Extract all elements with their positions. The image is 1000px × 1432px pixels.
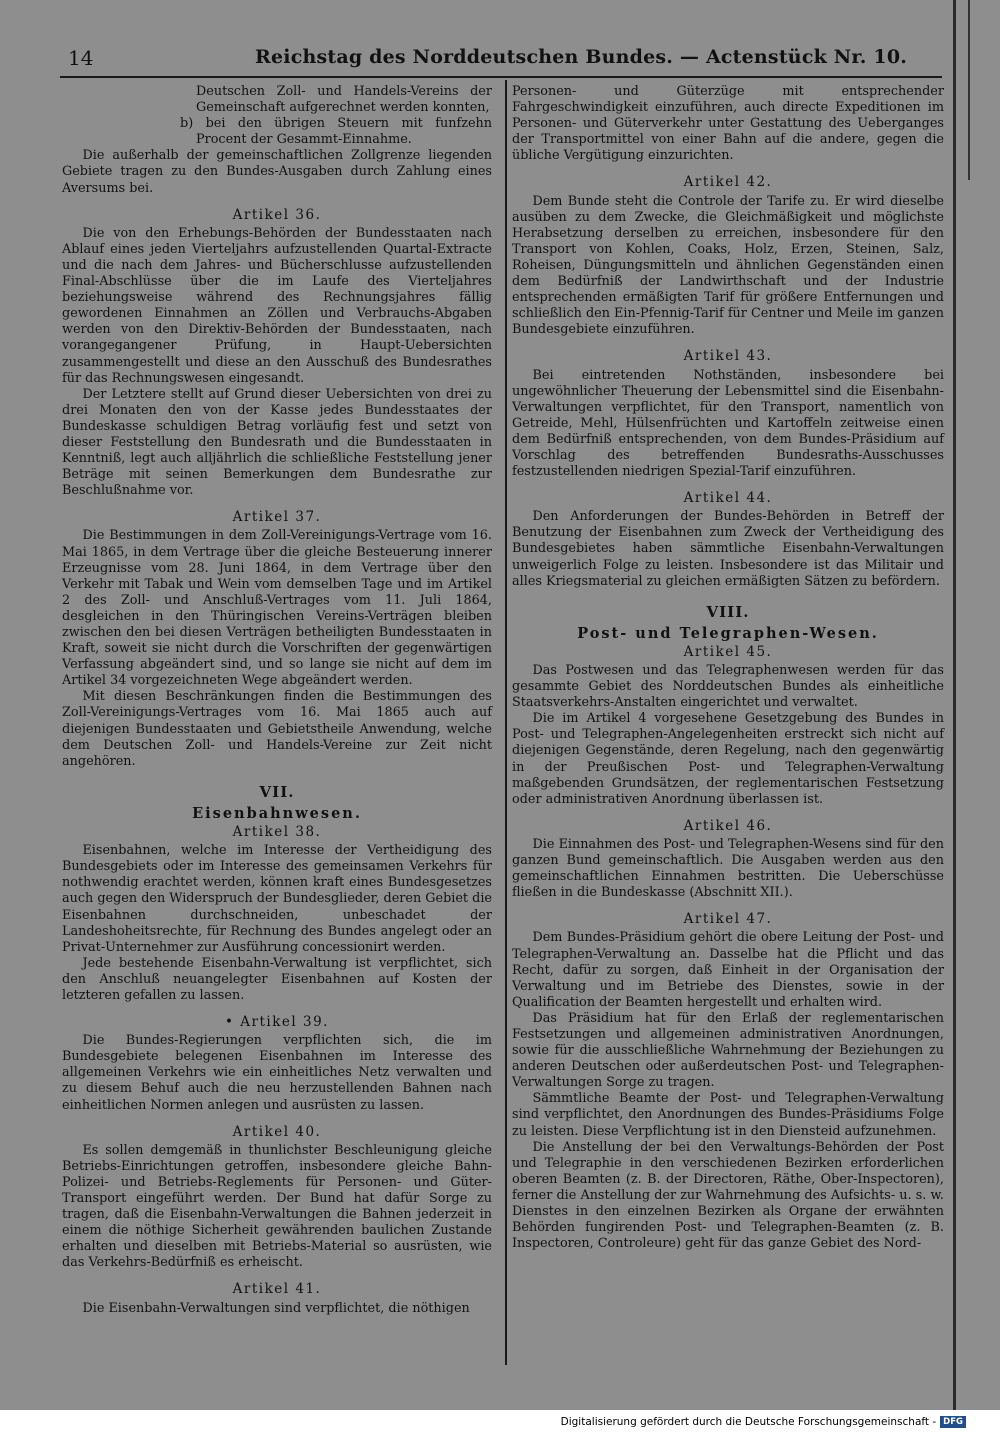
section-title: Eisenbahnwesen. <box>192 804 362 822</box>
paragraph: Die im Artikel 4 vorgesehene Gesetzgebung des Bundes in Post- und Telegraphen-Angelegenheiten erstreckt sich nicht auf diejenigen Gegenstände, deren Regelung, nach den gegenwärtig in der Preußischen Post- und Telegraphen-Verwaltung maßgebenden Grundsätzen, der reglementarischen Festsetzung oder administrativen Anordnung überlassen ist. <box>512 711 944 807</box>
right-column <box>512 84 944 1252</box>
article-heading: Artikel 42. <box>683 174 773 191</box>
paragraph: Die Bestimmungen in dem Zoll-Vereinigungs-Vertrage vom 16. Mai 1865, in dem Vertrage über die gleiche Besteuerung innerer Erzeugnisse vom 28. Juni 1864, in dem Vertrage über den Verkehr mit Tabak und Wein vom demselben Tage und im Artikel 2 des Zoll- und Anschluß-Vertrages vom 11. Juli 1864, desgleichen in den Thüringischen Vereins-Verträgen bleiben zwischen den bei diesen Verträgen betheiligten Bundesstaaten in Kraft, soweit sie nicht durch die Vorschriften der gegenwärtigen Verfassung abgeändert sind, und so lange sie nicht auf dem im Artikel 34 vorgezeichneten Wege abgeändert werden. <box>62 528 492 689</box>
article-heading: Artikel 44. <box>683 490 773 507</box>
paragraph: Die Einnahmen des Post- und Telegraphen-Wesens sind für den ganzen Bund gemeinschaftlich. Die Ausgaben werden aus den gemeinschaftlichen Einnahmen bestritten. Die Ueberschüsse fließen in die Bundeskasse (Abschnitt XII.). <box>512 836 944 901</box>
paragraph: Dem Bunde steht die Controle der Tarife zu. Er wird dieselbe ausüben zu dem Zwecke, die Gleichmäßigkeit und möglichste Herabsetzung derselben zu erreichen, insbesondere für den Transport von Kohlen, Coaks, Holz, Erzen, Steinen, Salz, Roheisen, Düngungsmitteln und ähnlichen Gegenständen einen dem Bedürfniß der Landwirthschaft und der Industrie entsprechenden ermäßigten Tarif für größere Entfernungen und schließlich den Ein-Pfennig-Tarif für Centner und Meile im ganzen Bundesgebiete einzuführen. <box>512 193 944 338</box>
paragraph: Sämmtliche Beamte der Post- und Telegraphen-Verwaltung sind verpflichtet, den Anordnungen des Bundes-Präsidiums Folge zu leisten. Diese Verpflichtung ist in den Diensteid aufzunehmen. <box>512 1091 944 1139</box>
paragraph: Die außerhalb der gemeinschaftlichen Zollgrenze liegenden Gebiete tragen zu den Bundes-Ausgaben durch Zahlung eines Aversums bei. <box>62 148 492 196</box>
header-rule <box>60 76 942 78</box>
paragraph: Eisenbahnen, welche im Interesse der Vertheidigung des Bundesgebiets oder im Interesse des gemeinsamen Verkehrs für nothwendig erachtet werden, können kraft eines Bundesgesetzes auch gegen den Widerspruch der Bundesglieder, deren Gebiet die Eisenbahnen durchschneiden, unbeschadet der Landeshoheitsrechte, für Rechnung des Bundes angelegt oder an Privat-Unternehmer zur Ausführung concessionirt werden. <box>62 843 492 955</box>
page-edge-shadow-secondary <box>968 0 970 180</box>
paragraph: Die von den Erhebungs-Behörden der Bundesstaaten nach Ablauf eines jeden Vierteljahrs aufzustellenden Quartal-Extracte und die nach dem Jahres- und Bücherschlusse aufzustellenden Final-Abschlüsse über die im Laufe des Vierteljahres beziehungsweise während des Rechnungsjahres fällig gewordenen Einnahmen an Zöllen und Verbrauchs-Abgaben werden von den Direktiv-Behörden der Bundesstaaten, nach vorangegangener Prüfung, in Haupt-Uebersichten zusammengestellt und diese an den Ausschuß des Bundesrathes für das Rechnungswesen eingesandt. <box>62 225 492 386</box>
paragraph: Das Postwesen und das Telegraphenwesen werden für das gesammte Gebiet des Norddeutschen Bundes als einheitliche Staatsverkehrs-Anstalten eingerichtet und verwaltet. <box>512 663 944 711</box>
article-heading: Artikel 45. <box>683 643 773 660</box>
paragraph: Bei eintretenden Nothständen, insbesondere bei ungewöhnlicher Theuerung der Lebensmittel sind die Eisenbahn-Verwaltungen verpflichtet, für den Transport, namentlich von Getreide, Mehl, Hülsenfrüchten und Kartoffeln zeitweise einen dem Bedürfniß entsprechenden, von dem Bundes-Präsidium auf Vorschlag des betreffenden Bundesraths-Ausschusses festzustellenden niedrigen Spezial-Tarif einzuführen. <box>512 367 944 480</box>
digitization-footer <box>561 1416 966 1428</box>
section-number: VII. <box>259 782 295 801</box>
article-heading: Artikel 37. <box>232 509 322 526</box>
section-number: VIII. <box>706 602 750 621</box>
paragraph: Die Bundes-Regierungen verpflichten sich, die im Bundesgebiete belegenen Eisenbahnen im Interesse des allgemeinen Verkehrs wie ein einheitliches Netz verwalten und zu diesem Behuf auch die neu herzustellenden Bahnen nach einheitlichen Normen anlegen und ausrüsten zu lassen. <box>62 1033 492 1113</box>
paragraph: Der Letztere stellt auf Grund dieser Uebersichten von drei zu drei Monaten den von der Kasse jedes Bundesstaates der Bundeskasse schuldigen Betrag vorläufig fest und setzt von dieser Feststellung den Bundesrath und die Bundesstaaten in Kenntniß, legt auch alljährlich die schließliche Feststellung jener Beträge mit seinen Bemerkungen dem Bundesrathe zur Beschlußnahme vor. <box>62 386 492 499</box>
footer-text: Digitalisierung gefördert durch die Deutsche Forschungsgemeinschaft - <box>560 1416 937 1428</box>
page-number: 14 <box>68 46 94 70</box>
article-heading: Artikel 36. <box>232 206 322 223</box>
article-heading: Artikel 43. <box>683 348 773 365</box>
paragraph: Es sollen demgemäß in thunlichster Beschleunigung gleiche Betriebs-Einrichtungen getroffen, insbesondere gleiche Bahn-Polizei- und Betriebs-Reglements für Personen- und Güter-Transport eingeführt werden. Der Bund hat dafür Sorge zu tragen, daß die Eisenbahn-Verwaltungen die Bahnen jederzeit in einem die nöthige Sicherheit gewährenden baulichen Zustande erhalten und dieselben mit Betriebs-Material so ausrüsten, wie das Verkehrs-Bedürfniß es erheischt. <box>62 1142 492 1271</box>
article-heading: Artikel 46. <box>683 817 773 834</box>
paragraph: Den Anforderungen der Bundes-Behörden in Betreff der Benutzung der Eisenbahnen zum Zweck der Vertheidigung des Bundesgebietes haben sämmtliche Eisenbahn-Verwaltungen unweigerlich Folge zu leisten. Insbesondere ist das Militair und alles Kriegsmaterial zu gleichen ermäßigten Sätzen zu befördern. <box>512 509 944 589</box>
paragraph: Das Präsidium hat für den Erlaß der reglementarischen Festsetzungen und allgemeinen administrativen Anordnungen, sowie für die ausschließliche Wahrnehmung der Beziehungen zu anderen Deutschen oder außerdeutschen Post- und Telegraphen-Verwaltungen Sorge zu tragen. <box>512 1010 944 1091</box>
paragraph: Mit diesen Beschränkungen finden die Bestimmungen des Zoll-Vereinigungs-Vertrages vom 16. Mai 1865 auch auf diejenigen Bundesstaaten und Gebietstheile Anwendung, welche dem Deutschen Zoll- und Handels-Vereine zur Zeit nicht angehören. <box>62 689 492 769</box>
page-header <box>60 46 940 74</box>
paragraph: Die Eisenbahn-Verwaltungen sind verpflichtet, die nöthigen <box>82 1300 470 1316</box>
article-heading: Artikel 47. <box>683 911 773 928</box>
article-heading: • Artikel 39. <box>225 1014 329 1031</box>
section-title: Post- und Telegraphen-Wesen. <box>577 624 879 642</box>
running-title: Reichstag des Norddeutschen Bundes. — Actenstück Nr. 10. <box>255 46 908 68</box>
column-divider <box>505 80 507 1365</box>
paragraph: Personen- und Güterzüge mit entsprechender Fahrgeschwindigkeit einzuführen, auch directe Expeditionen im Personen- und Güterverkehr unter Gestattung des Ueberganges der Transportmittel von einer Bahn auf die andere, gegen die übliche Vergütigung einzurichten. <box>512 84 944 164</box>
article-heading: Artikel 41. <box>232 1281 322 1298</box>
list-item: Deutschen Zoll- und Handels-Vereins der Gemeinschaft aufgerechnet werden konnten, <box>196 84 492 116</box>
article-heading: Artikel 38. <box>232 824 322 841</box>
list-item: b) bei den übrigen Steuern mit funfzehn Procent der Gesammt-Einnahme. <box>180 116 492 148</box>
left-column <box>62 84 492 1317</box>
paragraph: Die Anstellung der bei den Verwaltungs-Behörden der Post und Telegraphie in den verschiedenen Bezirken erforderlichen oberen Beamten (z. B. der Directoren, Räthe, Ober-Inspectoren), ferner die Anstellung der zur Wahrnehmung des Aufsichts- u. s. w. Dienstes in den einzelnen Bezirken als Organe der erwähnten Behörden fungirenden Post- und Telegraphen-Beamten (z. B. Inspectoren, Controleure) geht für das ganze Gebiet des Nord- <box>512 1139 944 1252</box>
dfg-logo: DFG <box>940 1416 966 1428</box>
article-heading: Artikel 40. <box>232 1123 322 1140</box>
paragraph: Jede bestehende Eisenbahn-Verwaltung ist verpflichtet, sich den Anschluß neuangelegter Eisenbahnen auf Kosten der letzteren gefallen zu lassen. <box>62 955 492 1003</box>
page-edge-shadow <box>953 0 956 1410</box>
paragraph: Dem Bundes-Präsidium gehört die obere Leitung der Post- und Telegraphen-Verwaltung an. Dasselbe hat die Pflicht und das Recht, dafür zu sorgen, daß Einheit in der Organisation der Verwaltung und im Betriebe des Dienstes, sowie in der Qualification der Beamten hergestellt und erhalten wird. <box>512 930 944 1010</box>
